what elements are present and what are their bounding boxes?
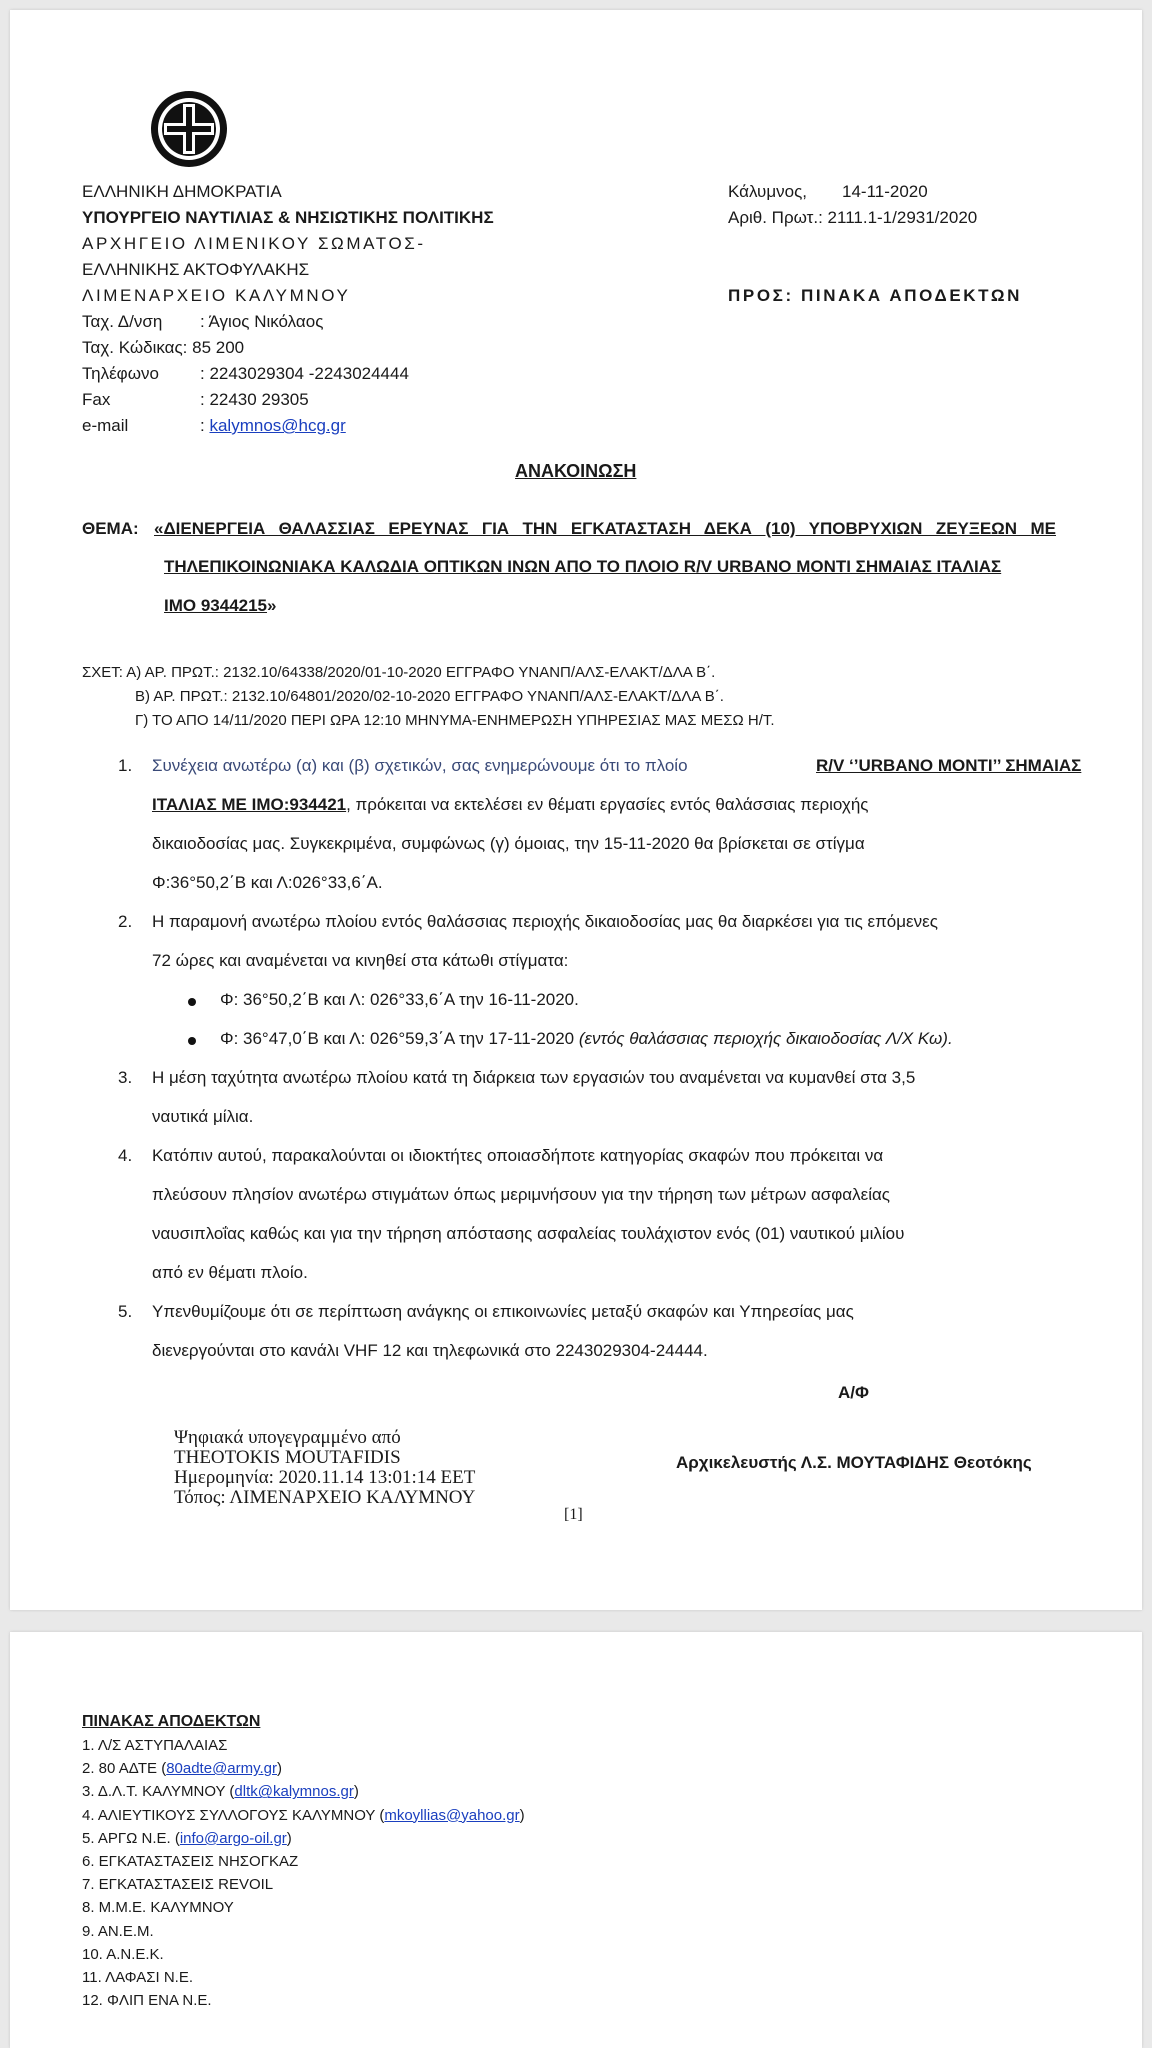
digital-signature-line-2: THEOTOKIS MOUTAFIDIS (174, 1447, 401, 1468)
fax-label: Fax (82, 390, 111, 409)
address-label: Ταχ. Δ/νση (82, 312, 163, 331)
item-1-line-3: δικαιοδοσίας μας. Συγκεκριμένα, συμφώνως (γ) όμοιας, την 15-11-2020 θα βρίσκεται σε στίγμα (152, 834, 865, 853)
item-number-3: 3. (118, 1068, 133, 1087)
recipient-close-paren: ) (519, 1806, 525, 1824)
protocol-number: Αριθ. Πρωτ.: 2111.1-1/2931/2020 (728, 208, 978, 227)
digital-signature-line-4: Τόπος: ΛΙΜΕΝΑΡΧΕΙΟ ΚΑΛΥΜΝΟΥ (174, 1487, 476, 1508)
document-page-2 (10, 1632, 1142, 2048)
vessel-name: R/V ‘’URBANO MONTI’’ ΣΗΜΑΙΑΣ (816, 756, 1082, 775)
recipient-name: 7. ΕΓΚΑΤΑΣΤΑΣΕΙΣ REVOIL (82, 1876, 274, 1894)
signer-name: Αρχικελευστής Λ.Σ. ΜΟΥΤΑΦΙΔΗΣ Θεοτόκης (676, 1453, 1032, 1472)
subject-label: ΘΕΜΑ: (82, 519, 139, 538)
email-label: e-mail (82, 416, 129, 435)
reference-b: Β) ΑΡ. ΠΡΩΤ.: 2132.10/64801/2020/02-10-2020 ΕΓΓΡΑΦΟ ΥΝΑΝΠ/ΑΛΣ-ΕΛΑΚΤ/ΔΛΑ Β΄. (135, 688, 724, 705)
reference-a: ΣΧΕΤ: Α) ΑΡ. ΠΡΩΤ.: 2132.10/64338/2020/01-10-2020 ΕΓΓΡΑΦΟ ΥΝΑΝΠ/ΑΛΣ-ΕΛΑΚΤ/ΔΛΑ Β΄. (82, 664, 716, 681)
bullet-icon (188, 998, 196, 1006)
bullet-icon (188, 1037, 196, 1045)
header-line-port-authority: ΛΙΜΕΝΑΡΧΕΙΟ ΚΑΛΥΜΝΟΥ (82, 286, 351, 305)
position-2 (220, 1027, 953, 1051)
recipient-email-link[interactable]: mkoyllias@yahoo.gr (384, 1806, 520, 1824)
item-4-line-1: Κατόπιν αυτού, παρακαλούνται οι ιδιοκτήτες οποιασδήποτε κατηγορίας σκαφών που πρόκειται να (152, 1146, 884, 1165)
subject-imo: IMO 9344215 (164, 596, 268, 615)
recipient-name: 6. ΕΓΚΑΤΑΣΤΑΣΕΙΣ ΝΗΣΟΓΚΑΖ (82, 1853, 299, 1870)
email-link[interactable]: kalymnos@hcg.gr (209, 416, 346, 435)
header-line-coastguard: ΕΛΛΗΝΙΚΗΣ ΑΚΤΟΦΥΛΑΚΗΣ (82, 260, 310, 279)
item-1-line-2 (152, 793, 1078, 817)
position-2-coords: Φ: 36°47,0΄Β και Λ: 026°59,3΄Α την 17-11-2020 (220, 1029, 579, 1048)
recipients-title: ΠΙΝΑΚΑΣ ΑΠΟΔΕΚΤΩΝ (82, 1713, 261, 1730)
place: Κάλυμνος, (728, 182, 808, 201)
item-4-line-4: από εν θέματι πλοίο. (152, 1263, 308, 1282)
on-behalf-mark: Α/Φ (838, 1383, 869, 1402)
recipient-name: 3. Δ.Λ.Τ. ΚΑΛΥΜΝΟΥ ( (82, 1783, 235, 1801)
recipient-item (82, 1873, 273, 1896)
recipient-email-link[interactable]: info@argo-oil.gr (179, 1829, 287, 1847)
email-colon: : (200, 416, 205, 435)
postal-code: Ταχ. Κώδικας: 85 200 (82, 338, 245, 357)
position-2-note: (εντός θαλάσσιας περιοχής δικαιοδοσίας Λ/Χ Κω). (578, 1029, 953, 1048)
header-line-hq: ΑΡΧΗΓΕΙΟ ΛΙΜΕΝΙΚΟΥ ΣΩΜΑΤΟΣ- (82, 234, 426, 253)
recipient-item (82, 1966, 193, 1989)
phone-label: Τηλέφωνο (82, 364, 159, 383)
document-page-1 (10, 10, 1142, 1610)
item-number-2: 2. (118, 912, 133, 931)
recipient-item (82, 1804, 525, 1827)
recipient-item (82, 1989, 212, 2012)
subject-close-quote: » (267, 596, 277, 615)
greek-emblem-icon (148, 88, 230, 170)
recipient-item (82, 1850, 298, 1873)
recipient-name: 11. ΛΑΦΑΣΙ Ν.Ε. (82, 1969, 193, 1986)
header-line-ministry: ΥΠΟΥΡΓΕΙΟ ΝΑΥΤΙΛΙΑΣ & ΝΗΣΙΩΤΙΚΗΣ ΠΟΛΙΤΙΚΗΣ (82, 208, 494, 227)
header-line-republic: ΕΛΛΗΝΙΚΗ ΔΗΜΟΚΡΑΤΙΑ (82, 182, 282, 201)
recipient-item (82, 1780, 359, 1803)
digital-signature-line-1: Ψηφιακά υπογεγραμμένο από (174, 1427, 401, 1448)
item-1-intro: Συνέχεια ανωτέρω (α) και (β) σχετικών, σας ενημερώνουμε ότι το πλοίο (152, 756, 688, 775)
recipient-name: 9. ΑΝ.Ε.Μ. (82, 1922, 154, 1940)
recipient-item (82, 1896, 234, 1919)
recipient-name: 2. 80 ΑΔΤΕ ( (82, 1760, 167, 1778)
recipient-item (82, 1734, 227, 1757)
address-value: : Άγιος Νικόλαος (200, 312, 324, 331)
recipient-name: 5. ΑΡΓΩ Ν.Ε. ( (82, 1829, 180, 1847)
to-recipients: ΠΡΟΣ: ΠΙΝΑΚΑ ΑΠΟΔΕΚΤΩΝ (728, 286, 1022, 305)
recipient-close-paren: ) (277, 1760, 283, 1778)
item-1-line-1 (152, 754, 688, 778)
recipient-item (82, 1757, 282, 1780)
fax-value: : 22430 29305 (200, 390, 309, 409)
item-5-line-1: Υπενθυμίζουμε ότι σε περίπτωση ανάγκης οι επικοινωνίες μεταξύ σκαφών και Υπηρεσίας μας (152, 1302, 854, 1321)
item-2-line-1: Η παραμονή ανωτέρω πλοίου εντός θαλάσσιας περιοχής δικαιοδοσίας μας θα διαρκέσει για τις επόμενες (152, 912, 938, 931)
item-1-line-2-rest: , πρόκειται να εκτελέσει εν θέματι εργασίες εντός θαλάσσιας περιοχής (346, 795, 869, 814)
item-4-line-3: ναυσιπλοΐας καθώς και για την τήρηση απόστασης ασφαλείας τουλάχιστον ενός (01) ναυτικού μιλίου (152, 1224, 905, 1243)
digital-signature-line-3: Ημερομηνία: 2020.11.14 13:01:14 EET (174, 1467, 476, 1488)
recipient-email-link[interactable]: 80adte@army.gr (166, 1760, 278, 1778)
recipient-item (82, 1827, 292, 1850)
item-number-1: 1. (118, 756, 133, 775)
page-title: ΑΝΑΚΟΙΝΩΣΗ (515, 461, 637, 481)
item-4-line-2: πλεύσουν πλησίον ανωτέρω στιγμάτων όπως μεριμνήσουν για την τήρηση των μέτρων ασφαλείας (152, 1185, 890, 1204)
item-2-line-2: 72 ώρες και αναμένεται να κινηθεί στα κάτωθι στίγματα: (152, 951, 569, 970)
date: 14-11-2020 (842, 182, 928, 201)
recipient-item (82, 1920, 154, 1943)
item-5-line-2: διενεργούνται στο κανάλι VHF 12 και τηλεφωνικά στο 2243029304-24444. (152, 1341, 708, 1360)
item-number-4: 4. (118, 1146, 133, 1165)
item-1-line-4: Φ:36°50,2΄Β και Λ:026°33,6΄Α. (152, 873, 383, 892)
recipient-item (82, 1943, 164, 1966)
position-1: Φ: 36°50,2΄Β και Λ: 026°33,6΄Α την 16-11-2020. (220, 990, 579, 1009)
recipient-email-link[interactable]: dltk@kalymnos.gr (234, 1783, 354, 1801)
reference-c: Γ) ΤΟ ΑΠΟ 14/11/2020 ΠΕΡΙ ΩΡΑ 12:10 ΜΗΝΥΜΑ-ΕΝΗΜΕΡΩΣΗ ΥΠΗΡΕΣΙΑΣ ΜΑΣ ΜΕΣΩ Η/Τ. (135, 712, 775, 729)
phone-value: : 2243029304 -2243024444 (200, 364, 409, 383)
subject-line-3 (164, 594, 276, 618)
recipient-close-paren: ) (353, 1783, 359, 1801)
recipient-name: 4. ΑΛΙΕΥΤΙΚΟΥΣ ΣΥΛΛΟΓΟΥΣ ΚΑΛΥΜΝΟΥ ( (82, 1806, 385, 1824)
recipient-name: 12. ΦΛΙΠ ΕΝΑ Ν.Ε. (82, 1992, 212, 2010)
item-3-line-2: ναυτικά μίλια. (152, 1107, 254, 1126)
recipient-close-paren: ) (286, 1829, 292, 1847)
recipient-name: 1. Λ/Σ ΑΣΤΥΠΑΛΑΙΑΣ (82, 1737, 228, 1754)
footnote-marker: [1] (564, 1506, 583, 1523)
recipient-name: 10. Α.Ν.Ε.Κ. (82, 1945, 164, 1963)
subject-line-1: «ΔΙΕΝΕΡΓΕΙΑ ΘΑΛΑΣΣΙΑΣ ΕΡΕΥΝΑΣ ΓΙΑ ΤΗΝ ΕΓΚΑΤΑΣΤΑΣΗ ΔΕΚΑ (10) ΥΠΟΒΡΥΧΙΩΝ ΖΕΥΞΕΩΝ ΜΕ (154, 519, 1056, 538)
item-3-line-1: Η μέση ταχύτητα ανωτέρω πλοίου κατά τη διάρκεια των εργασιών του αναμένεται να κυμανθεί στα 3,5 (152, 1068, 916, 1087)
email-row (200, 414, 346, 438)
vessel-imo: ΙΤΑΛΙΑΣ ΜΕ ΙΜΟ:934421 (152, 795, 347, 814)
item-number-5: 5. (118, 1302, 133, 1321)
subject-line-2: ΤΗΛΕΠΙΚΟΙΝΩΝΙΑΚΑ ΚΑΛΩΔΙΑ ΟΠΤΙΚΩΝ ΙΝΩΝ ΑΠΟ ΤΟ ΠΛΟΙΟ R/V URBANO ΜΟΝΤΙ ΣΗΜΑΙΑΣ ΙΤΑΛΙΑΣ (164, 557, 1002, 576)
recipient-name: 8. Μ.Μ.Ε. ΚΑΛΥΜΝΟΥ (82, 1899, 234, 1917)
